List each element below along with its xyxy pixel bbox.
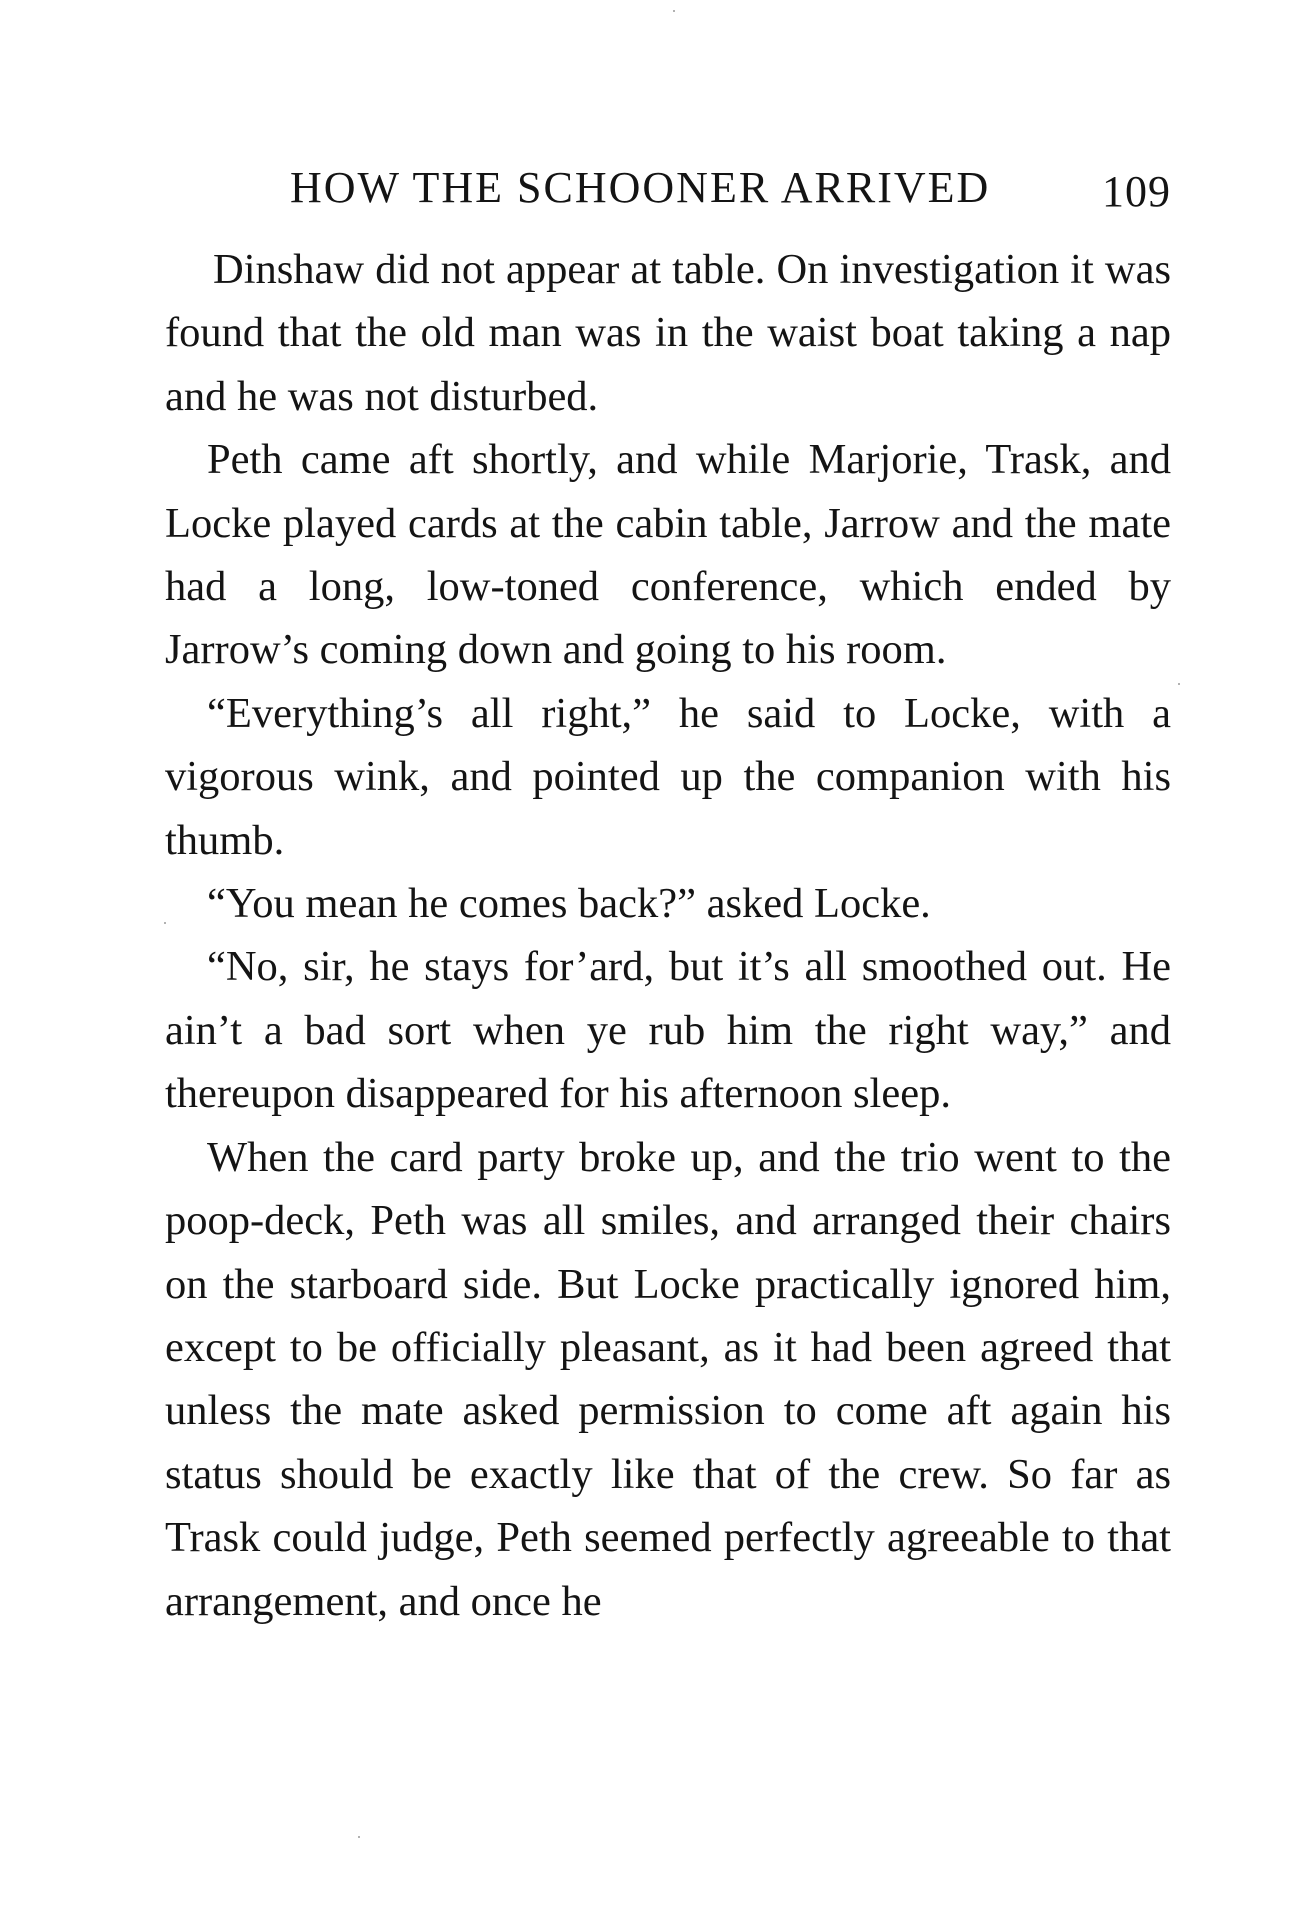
- paragraph: When the card party broke up, and the trio went to the poop-deck, Peth was all smiles, and arranged their chairs on the starboard side. But Locke practically ignored him, except to be officially pleasant, as it had been agreed that unless the mate asked permission to come aft again his status should be exactly like that of the crew. So far as Trask could judge, Peth seemed perfectly agreeable to that arrangement, and once he: [165, 1133, 1171, 1625]
- paper-speck: [673, 10, 675, 12]
- paragraph: “No, sir, he stays for’ard, but it’s all smoothed out. He ain’t a bad sort when ye rub him the right way,” and thereupon disappeared for his afternoon sleep.: [165, 943, 1171, 1118]
- body-text: [165, 238, 1171, 1633]
- paragraph: Dinshaw did not appear at table. On investigation it was found that the old man was in the waist boat taking a nap and he was not disturbed.: [165, 246, 1171, 420]
- page-number: 109: [1102, 167, 1171, 216]
- paragraph: Peth came aft shortly, and while Marjorie, Trask, and Locke played cards at the cabin table, Jarrow and the mate had a long, low-toned conference, which ended by Jarrow’s coming down and going to his room.: [165, 436, 1171, 674]
- paragraph: “You mean he comes back?” asked Locke.: [207, 880, 931, 928]
- paragraph: “Everything’s all right,” he said to Locke, with a vigorous wink, and pointed up the companion with his thumb.: [165, 689, 1171, 864]
- paper-speck: [358, 1836, 360, 1838]
- paper-speck: [1178, 683, 1180, 685]
- running-title: HOW THE SCHOONER ARRIVED: [290, 163, 991, 212]
- running-head: [290, 158, 1190, 218]
- paper-speck: [164, 922, 166, 924]
